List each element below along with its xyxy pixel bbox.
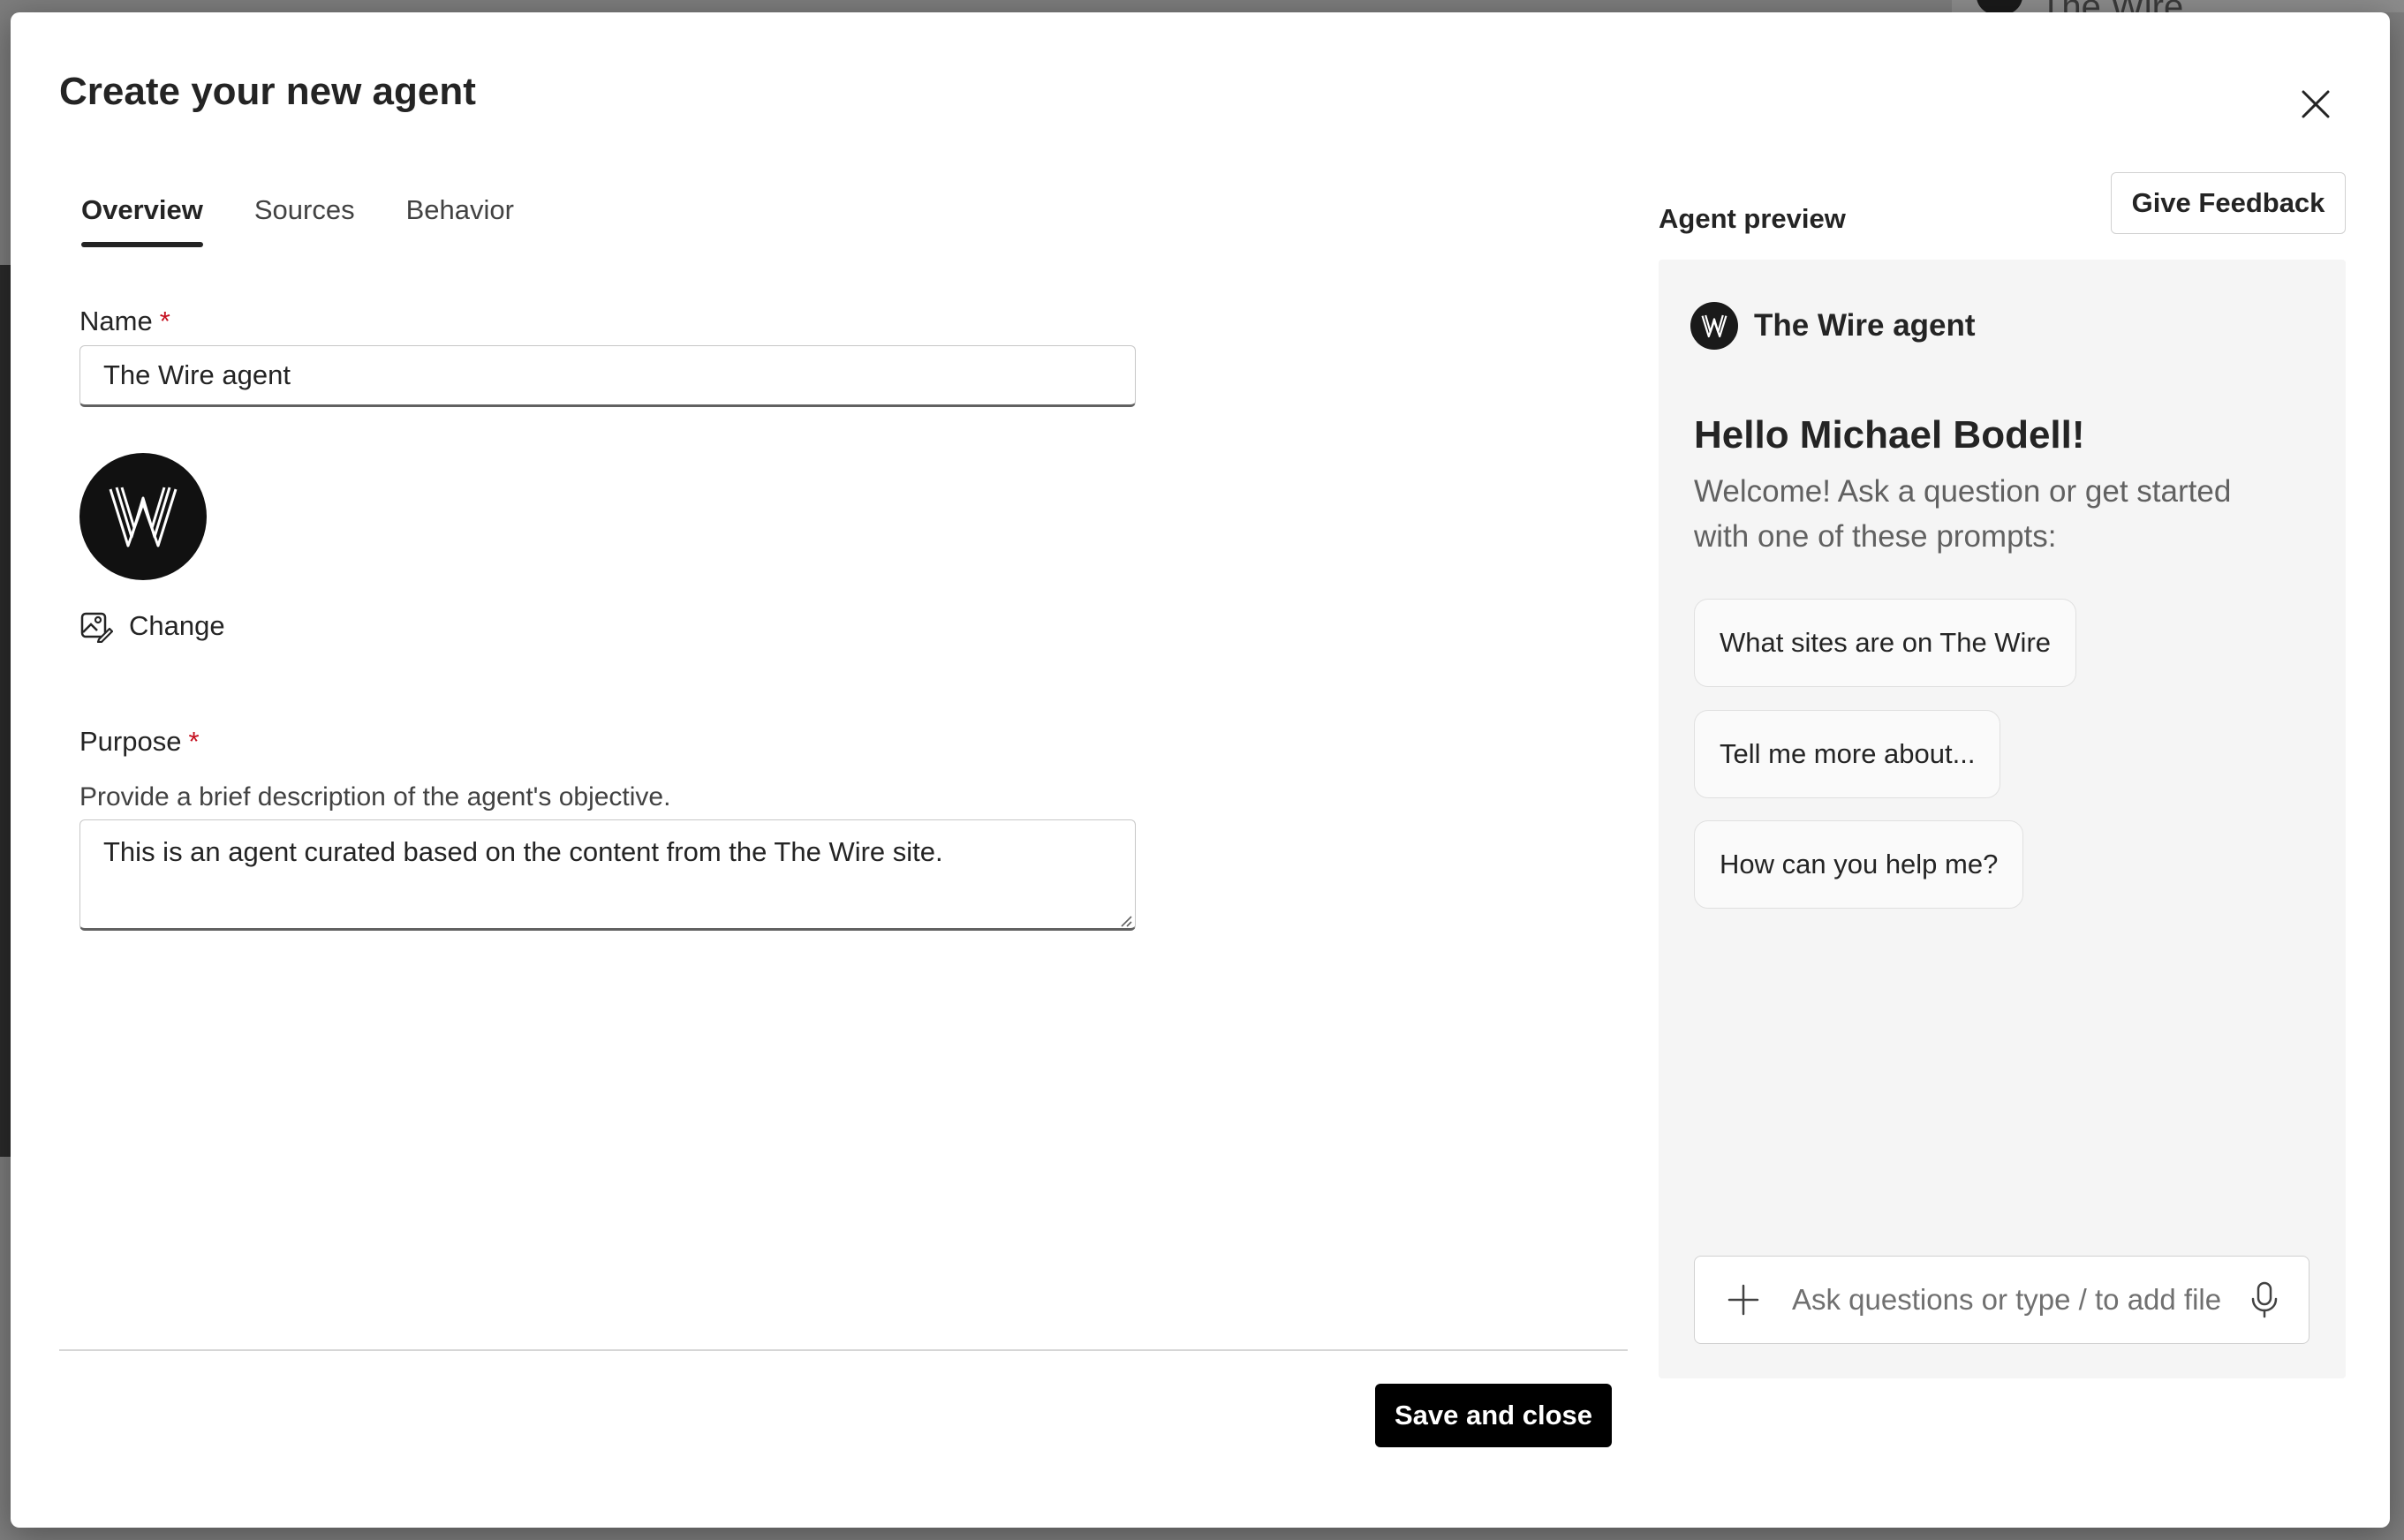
- tab-list: [81, 193, 565, 247]
- required-marker: *: [159, 306, 170, 336]
- preview-title: Agent preview: [1659, 203, 1846, 234]
- purpose-input[interactable]: [79, 819, 1136, 931]
- tab-behavior[interactable]: Behavior: [405, 194, 514, 225]
- save-and-close-button[interactable]: Save and close: [1375, 1384, 1612, 1447]
- plus-icon: [1727, 1283, 1760, 1317]
- footer-divider: [59, 1349, 1628, 1351]
- preview-chat-input: [1694, 1256, 2310, 1344]
- give-feedback-button[interactable]: Give Feedback: [2111, 172, 2346, 234]
- create-agent-dialog: [11, 12, 2390, 1528]
- change-label: Change: [129, 610, 225, 641]
- prompt-chip[interactable]: How can you help me?: [1694, 820, 2023, 909]
- name-label: [79, 306, 170, 337]
- close-icon: [2300, 88, 2332, 120]
- purpose-label: [79, 726, 200, 758]
- microphone-button[interactable]: [2220, 1257, 2309, 1343]
- prompt-chip[interactable]: What sites are on The Wire: [1694, 599, 2076, 687]
- tab-sources[interactable]: Sources: [253, 194, 355, 225]
- name-input[interactable]: [79, 345, 1136, 407]
- preview-agent-name: The Wire agent: [1754, 308, 1976, 343]
- preview-agent-avatar: [1690, 302, 1738, 350]
- resize-grip-icon[interactable]: [1118, 913, 1132, 927]
- name-label-text: Name: [79, 306, 153, 336]
- wire-logo-icon: [1697, 308, 1732, 343]
- microphone-icon: [2249, 1281, 2279, 1318]
- wire-logo-icon: [94, 468, 192, 565]
- prompt-chip[interactable]: Tell me more about...: [1694, 710, 2000, 798]
- chat-input-field[interactable]: [1792, 1283, 2220, 1317]
- purpose-description: Provide a brief description of the agent's objective.: [79, 782, 671, 812]
- image-edit-icon: [79, 609, 113, 643]
- close-button[interactable]: [2293, 81, 2339, 127]
- agent-avatar: [79, 453, 207, 580]
- purpose-label-text: Purpose: [79, 726, 182, 757]
- required-marker: *: [188, 726, 200, 757]
- dialog-title: Create your new agent: [59, 70, 476, 113]
- background-image-strip: [0, 265, 11, 1157]
- tab-overview[interactable]: Overview: [81, 193, 203, 247]
- preview-welcome: Welcome! Ask a question or get started with one of these prompts:: [1694, 474, 2232, 554]
- add-attachment-button[interactable]: [1695, 1257, 1792, 1343]
- change-image-button[interactable]: [79, 609, 225, 643]
- preview-agent-header: [1690, 302, 1976, 350]
- preview-greeting: Hello Michael Bodell!: [1694, 413, 2085, 457]
- agent-preview-panel: [1659, 260, 2346, 1378]
